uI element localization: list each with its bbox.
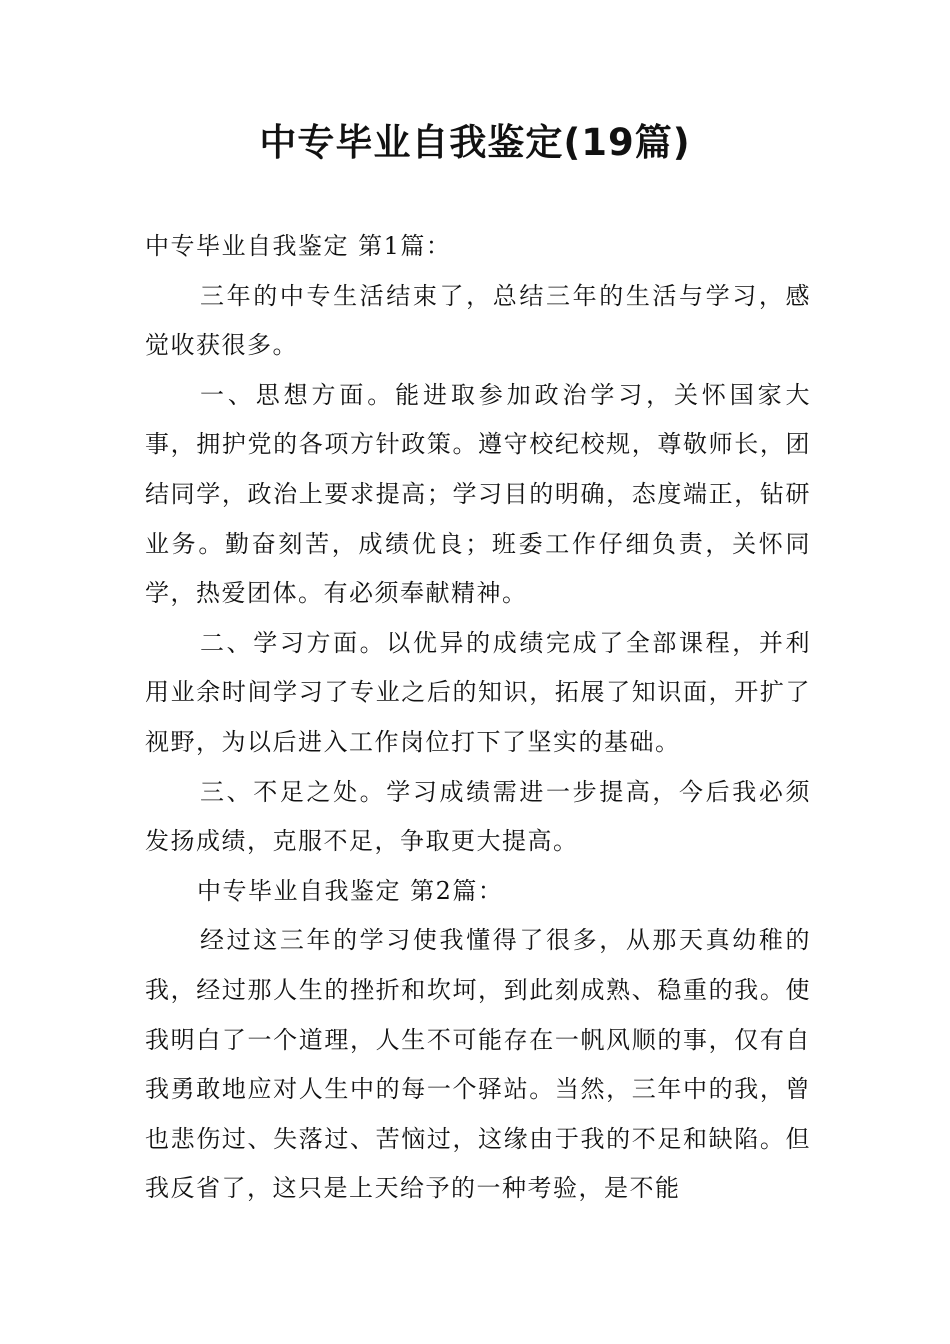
section-heading-1: 中专毕业自我鉴定 第1篇： — [145, 232, 452, 260]
document-body — [145, 222, 811, 1214]
paragraph-shortcomings: 三、不足之处。学习成绩需进一步提高，今后我必须发扬成绩，克服不足，争取更大提高。 — [145, 777, 811, 856]
section-heading-2: 中专毕业自我鉴定 第2篇： — [197, 876, 504, 905]
paragraph-intro: 三年的中专生活结束了，总结三年的生活与学习，感觉收获很多。 — [145, 281, 811, 360]
paragraph-experience: 经过这三年的学习使我懂得了很多，从那天真幼稚的我，经过那人生的挫折和坎坷，到此刻成熟、稳重的我。使我明白了一个道理，人生不可能存在一帆风顺的事，仅有自我勇敢地应对人生中的每一个驿站。当然，三年中的我，曾也悲伤过、失落过、苦恼过，这缘由于我的不足和缺陷。但我反省了，这只是上天给予的一种考验，是不能 — [145, 926, 811, 1203]
document-title: 中专毕业自我鉴定(19篇) — [259, 121, 691, 164]
paragraph-thought: 一、思想方面。能进取参加政治学习，关怀国家大事，拥护党的各项方针政策。遵守校纪校规，尊敬师长，团结同学，政治上要求提高；学习目的明确，态度端正，钻研业务。勤奋刻苦，成绩优良；班委工作仔细负责，关怀同学，热爱团体。有必须奉献精神。 — [145, 380, 811, 608]
paragraph-study: 二、学习方面。以优异的成绩完成了全部课程，并利用业余时间学习了专业之后的知识，拓展了知识面，开扩了视野，为以后进入工作岗位打下了坚实的基础。 — [145, 628, 811, 756]
